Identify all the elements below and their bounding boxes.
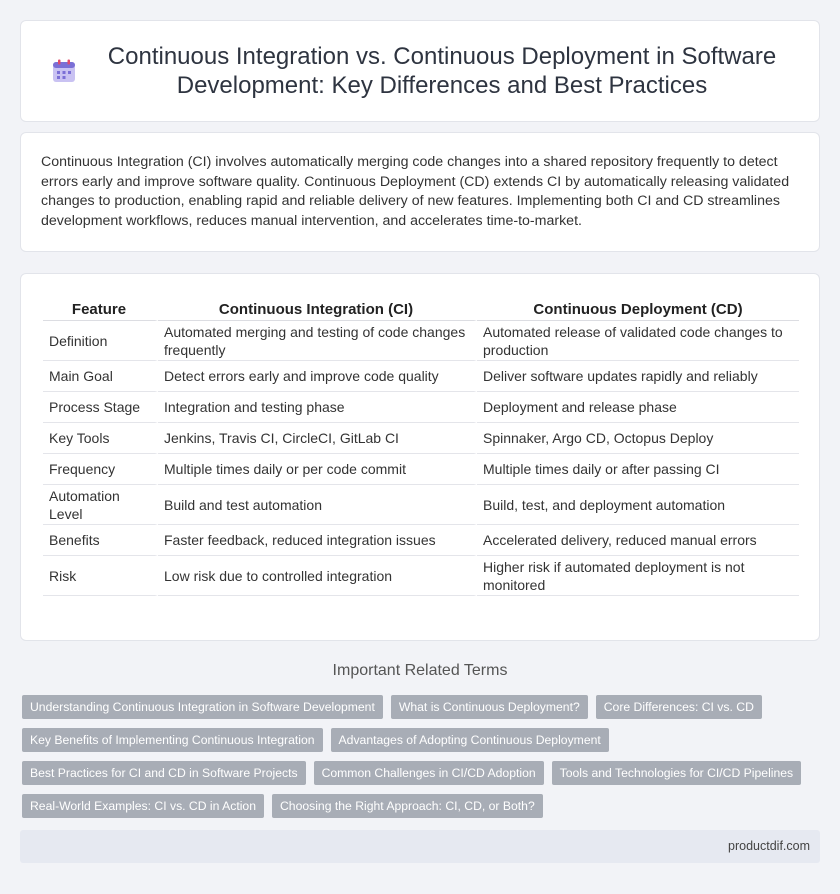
- related-terms-list: [22, 695, 822, 827]
- cd-cell: Automated release of validated code changes to production: [477, 321, 799, 361]
- footer-site-link[interactable]: productdif.com: [728, 839, 810, 853]
- row-label: Automation Level: [43, 485, 158, 525]
- ci-cell: Integration and testing phase: [158, 392, 477, 423]
- related-term-link[interactable]: Understanding Continuous Integration in Software Development: [22, 695, 383, 719]
- cd-cell: Higher risk if automated deployment is not monitored: [477, 556, 799, 596]
- title-card: [20, 20, 820, 122]
- row-label: Process Stage: [43, 392, 158, 423]
- row-label: Benefits: [43, 525, 158, 556]
- row-label: Key Tools: [43, 423, 158, 454]
- table-row: [43, 321, 799, 361]
- calendar-icon: [51, 58, 77, 84]
- ci-cell: Faster feedback, reduced integration issues: [158, 525, 477, 556]
- header-feature: Feature: [43, 294, 158, 321]
- cd-cell: Build, test, and deployment automation: [477, 485, 799, 525]
- ci-cell: Low risk due to controlled integration: [158, 556, 477, 596]
- cd-cell: Spinnaker, Argo CD, Octopus Deploy: [477, 423, 799, 454]
- page-title: Continuous Integration vs. Continuous Deployment in Software Development: Key Differences and Best Practices: [107, 43, 777, 99]
- related-term-link[interactable]: Best Practices for CI and CD in Software Projects: [22, 761, 306, 785]
- related-terms-heading: Important Related Terms: [332, 662, 508, 679]
- row-label: Definition: [43, 321, 158, 361]
- cd-cell: Deliver software updates rapidly and reliably: [477, 361, 799, 392]
- ci-cell: Detect errors early and improve code quality: [158, 361, 477, 392]
- related-term-link[interactable]: Common Challenges in CI/CD Adoption: [314, 761, 544, 785]
- table-header-row: [43, 294, 799, 321]
- related-term-link[interactable]: Tools and Technologies for CI/CD Pipelines: [552, 761, 802, 785]
- row-label: Frequency: [43, 454, 158, 485]
- table-row: [43, 485, 799, 525]
- related-term-link[interactable]: Choosing the Right Approach: CI, CD, or Both?: [272, 794, 543, 818]
- cd-cell: Accelerated delivery, reduced manual errors: [477, 525, 799, 556]
- comparison-table: [43, 294, 799, 596]
- ci-cell: Build and test automation: [158, 485, 477, 525]
- table-row: [43, 454, 799, 485]
- row-label: Main Goal: [43, 361, 158, 392]
- table-row: [43, 423, 799, 454]
- cd-cell: Deployment and release phase: [477, 392, 799, 423]
- related-term-link[interactable]: Core Differences: CI vs. CD: [596, 695, 762, 719]
- ci-cell: Automated merging and testing of code changes frequently: [158, 321, 477, 361]
- ci-cell: Jenkins, Travis CI, CircleCI, GitLab CI: [158, 423, 477, 454]
- related-term-link[interactable]: Real-World Examples: CI vs. CD in Action: [22, 794, 264, 818]
- header-cd: Continuous Deployment (CD): [477, 294, 799, 321]
- ci-cell: Multiple times daily or per code commit: [158, 454, 477, 485]
- cd-cell: Multiple times daily or after passing CI: [477, 454, 799, 485]
- table-row: [43, 525, 799, 556]
- related-term-link[interactable]: What is Continuous Deployment?: [391, 695, 588, 719]
- header-ci: Continuous Integration (CI): [158, 294, 477, 321]
- table-row: [43, 556, 799, 596]
- row-label: Risk: [43, 556, 158, 596]
- related-term-link[interactable]: Key Benefits of Implementing Continuous Integration: [22, 728, 323, 752]
- related-term-link[interactable]: Advantages of Adopting Continuous Deployment: [331, 728, 609, 752]
- comparison-card: [20, 273, 820, 641]
- intro-paragraph: Continuous Integration (CI) involves automatically merging code changes into a shared repository frequently to detect errors early and improve software quality. Continuous Deployment (CD) extends CI by automatically releasing validated changes to production, enabling rapid and reliable delivery of new features. Implementing both CI and CD streamlines development workflows, reduces manual intervention, and accelerates time-to-market.: [41, 154, 790, 229]
- footer: [20, 830, 820, 863]
- intro-card: [20, 132, 820, 252]
- table-row: [43, 361, 799, 392]
- table-row: [43, 392, 799, 423]
